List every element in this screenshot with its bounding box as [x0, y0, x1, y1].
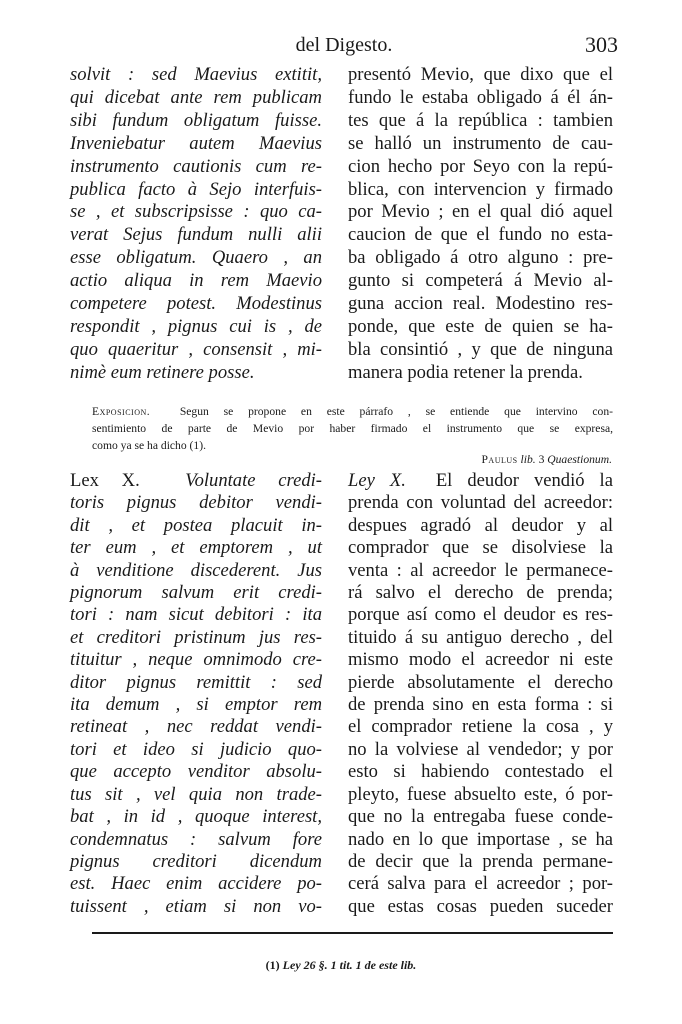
lex-first-line — [70, 470, 322, 492]
text-line: que estas cosas pueden suceder — [348, 895, 613, 917]
text-line: que no la entregaba fuese conde- — [348, 806, 613, 828]
source-work: Quaestionum. — [547, 453, 612, 466]
text-line: instrumento cautionis cum re- — [70, 155, 322, 177]
text-line: publica facto à Sejo interfuis- — [70, 178, 322, 200]
text-line: de decir que la prenda permane- — [348, 850, 613, 872]
text-line: qui dicebat ante rem publicam — [70, 86, 322, 108]
text-line: ba obligado á otro alguno : pre- — [348, 247, 613, 269]
exposicion-label: Exposicion. — [92, 405, 151, 418]
text-line: cion hecho por Seyo con la repú- — [348, 155, 613, 177]
ley-first-line-text: El deudor vendió la — [435, 470, 613, 491]
text-line: tituido á su antiguo derecho , del — [348, 626, 613, 648]
text-line: venta : al acreedor le permanece- — [348, 559, 613, 581]
text-line: pignorum salvum erit credi- — [70, 582, 322, 604]
text-line: presentó Mevio, que dixo que el — [348, 64, 613, 85]
source-ref-number: 3 — [538, 453, 545, 466]
text-line: nado en lo que importase , se ha — [348, 828, 613, 850]
text-line: bla consintió , y que de ninguna — [348, 338, 613, 360]
source-author: Paulus — [481, 453, 518, 466]
text-line: guna accion real. Modestino res- — [348, 293, 613, 315]
source-citation — [0, 453, 612, 466]
text-line: est. Haec enim accidere po- — [70, 873, 322, 895]
text-line: tituitur , neque omnimodo cre- — [70, 649, 322, 671]
text-line: tori et ideo si judicio quo- — [70, 738, 322, 760]
text-line: pignus creditori dicendum — [70, 850, 322, 872]
text-line: condemnatus : salvum fore — [70, 828, 322, 850]
text-line: prenda con voluntad del acreedor: — [348, 492, 613, 514]
text-line: et creditori pristinum jus res- — [70, 626, 322, 648]
ley-heading: Ley X. — [348, 470, 406, 491]
text-line: tori : nam sicut debitori : ita — [70, 604, 322, 626]
text-line: de prenda sino en esta forma : si — [348, 694, 613, 716]
text-line: ponde, que este de quien se ha- — [348, 315, 613, 337]
footnote-rule — [92, 932, 613, 934]
text-line: ter eum , et emptorem , ut — [70, 537, 322, 559]
text-line: ita demum , si emptor rem — [70, 694, 322, 716]
text-line: que accepto venditor absolu- — [70, 761, 322, 783]
footnote-reference: Ley 26 §. 1 tit. 1 de este lib. — [282, 958, 417, 972]
text-line: blica, con intervencion y firmado — [348, 178, 613, 200]
text-line: actio aliqua in rem Maevio — [70, 270, 322, 292]
text-line: por Mevio ; en el qual dió aquel — [348, 201, 613, 223]
source-ref-prefix: lib. — [520, 453, 536, 466]
text-line: tes que á la república : tambien — [348, 109, 613, 131]
text-line: manera podia retener la prenda. — [348, 361, 583, 383]
exposicion-paragraph — [92, 403, 613, 454]
text-line: solvit : sed Maevius extitit, — [70, 64, 322, 85]
exposicion-line-3: como ya se ha dicho (1). — [92, 439, 206, 452]
running-title: del Digesto. — [295, 34, 393, 56]
text-line: el comprador retiene la cosa , y — [348, 716, 613, 738]
text-line: pleyto, fuese absuelto este, ó por- — [348, 783, 613, 805]
text-line: toris pignus debitor vendi- — [70, 492, 322, 514]
text-line: gunto si competerá á Mevio al- — [348, 270, 613, 292]
text-line: à venditione discederent. Jus — [70, 559, 322, 581]
text-line: se halló un instrumento de cau- — [348, 132, 613, 154]
text-line: Inveniebatur autem Maevius — [70, 132, 322, 154]
page-header — [70, 34, 618, 64]
text-line: mismo modo el acreedor ni este — [348, 649, 613, 671]
exposicion-line-1: Segun se propone en este párrafo , se entiende que intervino con- — [179, 405, 613, 418]
text-line: pierde absolutamente el derecho — [348, 671, 613, 693]
footnote — [0, 958, 682, 973]
text-line: ditor pignus remittit : sed — [70, 671, 322, 693]
text-line: cerá salva para el acreedor ; por- — [348, 873, 613, 895]
text-line: tuissent , etiam si non vo- — [70, 895, 322, 917]
footnote-marker: (1) — [265, 958, 280, 972]
section2-spanish-column — [348, 470, 613, 918]
ley-first-line — [348, 470, 613, 492]
text-line: no la volviese al vendedor; y por — [348, 738, 613, 760]
exposicion-line-2: sentimiento de parte de Mevio por haber firmado el instrumento que se expresa, — [92, 422, 613, 435]
text-line: caucion de que el fundo no esta- — [348, 224, 613, 246]
text-line: dit , et postea placuit in- — [70, 514, 322, 536]
text-line: porque así como el deudor es res- — [348, 604, 613, 626]
text-line: competere potest. Modestinus — [70, 293, 322, 315]
section1-spanish-column — [348, 64, 613, 385]
text-line: se , et subscripsisse : quo ca- — [70, 201, 322, 223]
text-line: despues agradó al deudor y al — [348, 514, 613, 536]
text-line: nimè eum retinere posse. — [70, 361, 255, 383]
lex-first-line-text: Voluntate credi- — [185, 470, 322, 491]
text-line: tus sit , vel quia non trade- — [70, 783, 322, 805]
lex-heading: Lex X. — [70, 470, 140, 491]
text-line: esto si habiendo contestado el — [348, 761, 613, 783]
page-number: 303 — [585, 32, 618, 57]
text-line: fundo le estaba obligado á él án- — [348, 86, 613, 108]
text-line: comprador que se disolviese la — [348, 537, 613, 559]
text-line: bat , in id , quoque interest, — [70, 806, 322, 828]
text-line: verat Sejus fundum nulli alii — [70, 224, 322, 246]
text-line: sibi fundum obligatum fuisse. — [70, 109, 322, 131]
text-line: respondit , pignus cui is , de — [70, 315, 322, 337]
text-line: quo quaeritur , consensit , mi- — [70, 338, 322, 360]
section1-latin-column — [70, 64, 322, 385]
text-line: rá salvo el derecho de prenda; — [348, 582, 613, 604]
section2-latin-column — [70, 470, 322, 918]
text-line: esse obligatum. Quaero , an — [70, 247, 322, 269]
text-line: retineat , nec reddat vendi- — [70, 716, 322, 738]
